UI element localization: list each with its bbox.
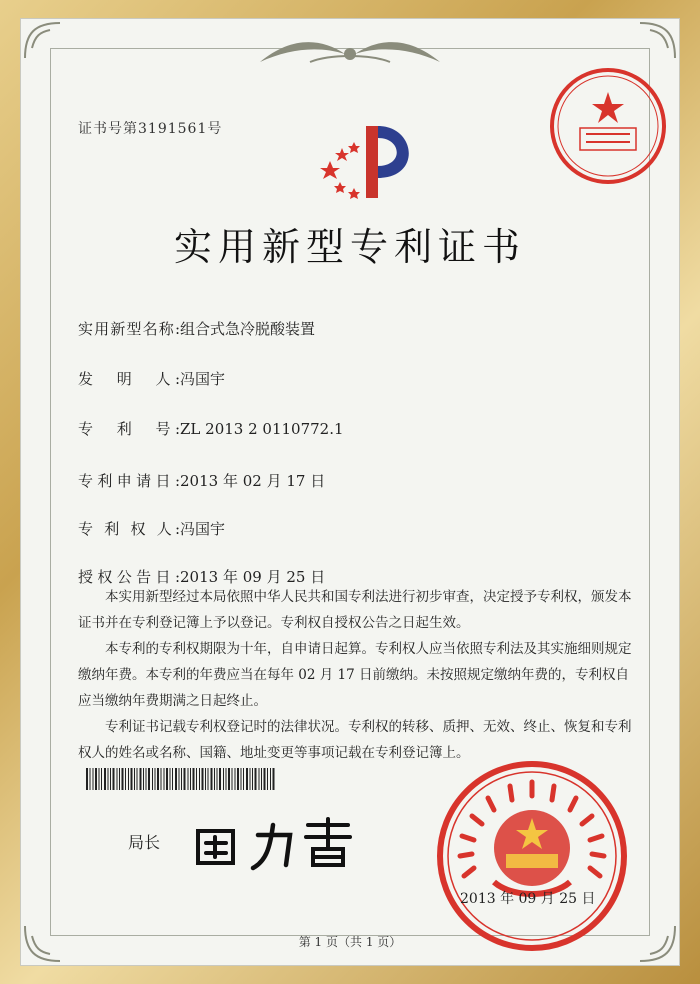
page-title: 实用新型专利证书	[173, 225, 526, 269]
field-label: 专 利 权 人:	[78, 520, 180, 538]
barcode-icon	[86, 768, 278, 790]
field-value: 冯国宇	[180, 520, 226, 538]
field-label: 专 利 号:	[78, 420, 180, 438]
field-label: 实用新型名称:	[78, 320, 180, 338]
page-number: 第 1 页（共 1 页）	[298, 935, 402, 949]
tax-seal-image	[546, 64, 670, 188]
field-application-date	[78, 470, 325, 491]
seal-date: 2013 年 09 月 25 日	[460, 891, 596, 907]
corner-ornament-icon	[20, 18, 80, 78]
field-value: 2013 年 09 月 25 日	[180, 568, 326, 586]
field-value: ZL 2013 2 0110772.1	[180, 420, 344, 438]
field-label: 发 明 人:	[78, 370, 180, 388]
field-value: 组合式急冷脱酸装置	[180, 320, 316, 338]
ipo-seal-image	[432, 756, 632, 956]
field-inventor	[78, 368, 225, 389]
field-value: 2013 年 02 月 17 日	[180, 472, 326, 490]
field-value: 冯国宇	[180, 370, 226, 388]
director-label: 局长	[128, 833, 161, 852]
body-paragraph: 专利证书记载专利权登记时的法律状况。专利权的转移、质押、无效、终止、恢复和专利权人的姓名或名称、国籍、地址变更等事项记载在专利登记簿上。	[78, 719, 632, 761]
field-patent-number	[78, 418, 344, 439]
field-patentee	[78, 518, 225, 539]
field-label: 授权公告日:	[78, 568, 180, 586]
certificate-paper	[20, 18, 680, 966]
body-paragraph: 本专利的专利权期限为十年，自申请日起算。专利权人应当依照专利法及其实施细则规定缴纳年费。本专利的年费应当在每年 02 月 17 日前缴纳。未按照规定缴纳年费的，专利权自应当缴纳年费期满之日起终止。	[78, 641, 632, 709]
body-paragraph: 本实用新型经过本局依照中华人民共和国专利法进行初步审查，决定授予专利权，颁发本证书并在专利登记簿上予以登记。专利权自授权公告之日起生效。	[78, 589, 632, 631]
top-ornament-icon	[250, 32, 450, 72]
certificate-number: 证书号第3191561号	[78, 121, 223, 137]
field-label: 专利申请日:	[78, 472, 180, 490]
patent-office-logo-icon	[316, 116, 426, 206]
field-utility-model-name	[78, 318, 315, 339]
certificate-body	[78, 584, 638, 766]
signature-image	[178, 813, 358, 873]
